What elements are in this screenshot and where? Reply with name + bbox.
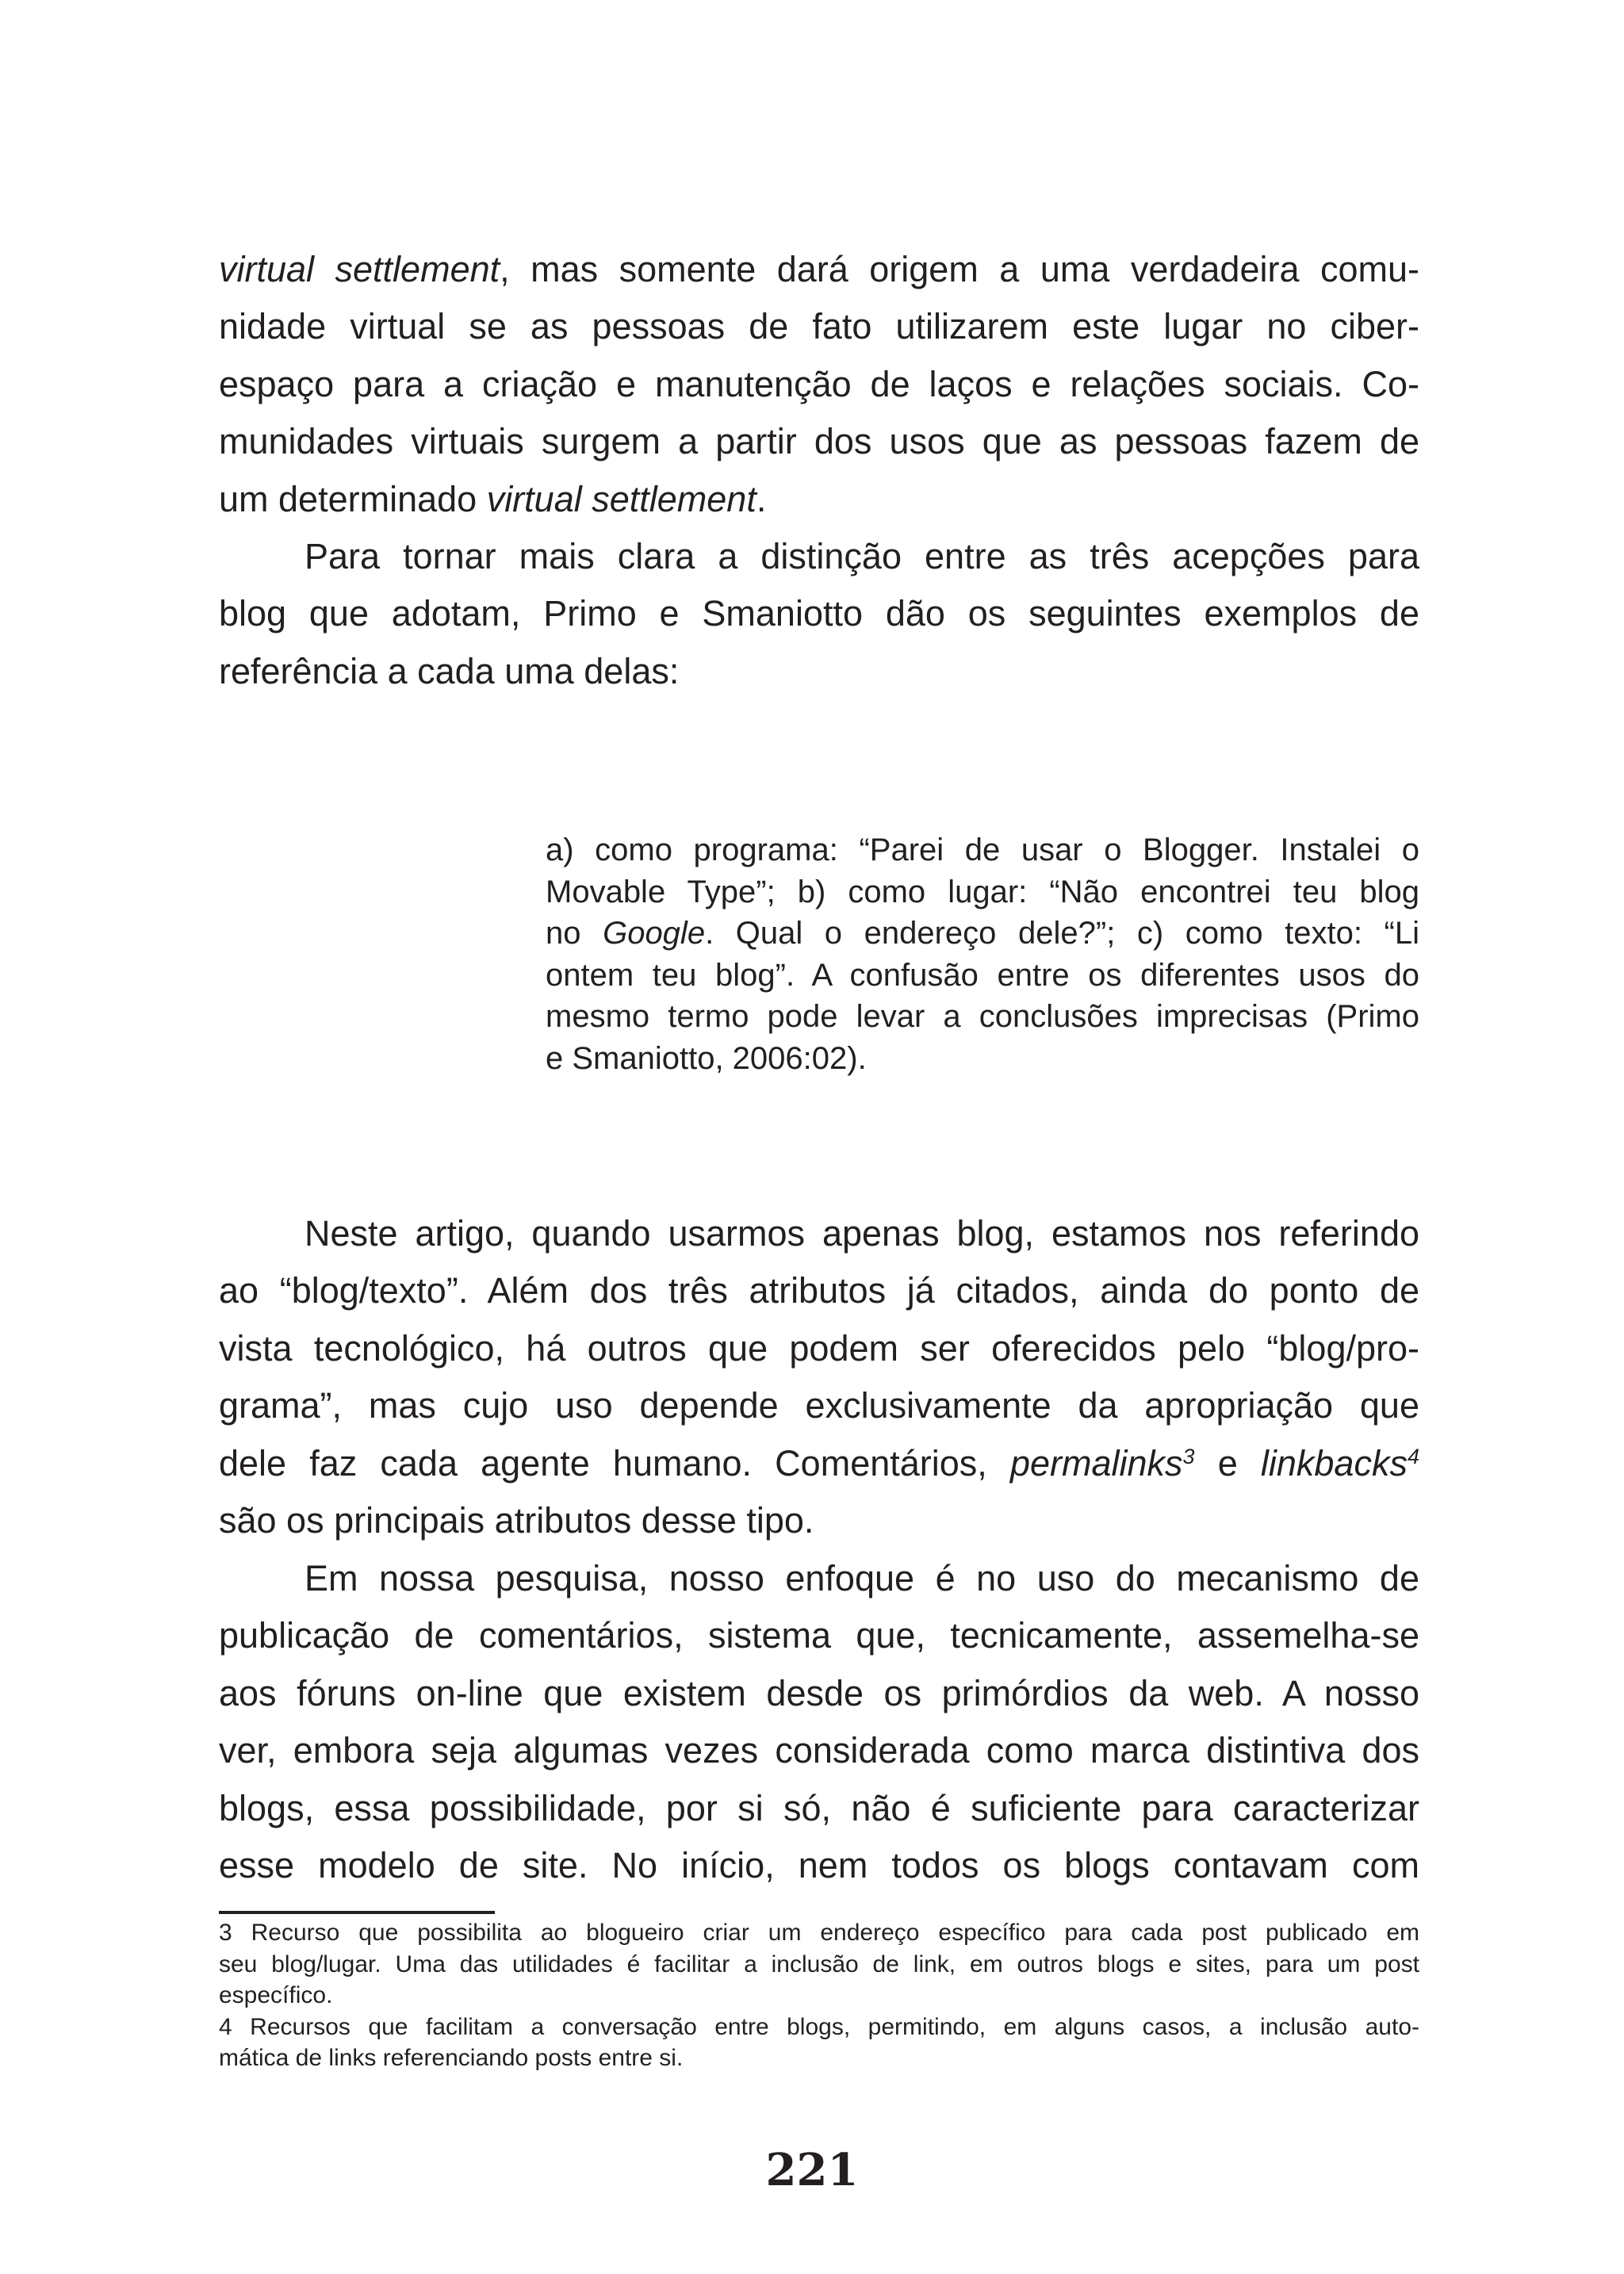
footnote-marker: 3 — [1182, 1444, 1195, 1468]
text-segment: 4 Recursos que facilitam a conversação entre blogs, permitindo, em alguns casos, a inclusão auto- — [219, 2013, 1419, 2040]
text-line — [219, 413, 1419, 470]
body-paragraph-2 — [219, 528, 1419, 700]
text-line — [219, 1377, 1419, 1434]
text-segment: seu blog/lugar. Uma das utilidades é facilitar a inclusão de link, em outros blogs e sites, para um post — [219, 1951, 1419, 1977]
text-segment: blogs, essa possibilidade, por si só, não é suficiente para caracterizar — [219, 1787, 1419, 1828]
body-paragraph-1 — [219, 241, 1419, 528]
text-line — [219, 2012, 1419, 2043]
text-line — [546, 871, 1419, 913]
text-segment: , mas somente dará origem a uma verdadeira comu- — [500, 249, 1419, 289]
text-line — [219, 1917, 1419, 1949]
page-number: 221 — [765, 2144, 859, 2196]
text-line — [219, 528, 1419, 585]
text-line — [219, 298, 1419, 355]
text-segment: específico. — [219, 1982, 333, 2008]
text-line — [219, 1980, 1419, 2012]
text-line — [219, 643, 1419, 700]
text-line — [219, 1205, 1419, 1262]
text-segment: no — [546, 916, 603, 951]
text-segment: esse modelo de site. No início, nem todos os blogs contavam com — [219, 1844, 1419, 1885]
text-segment: e — [1194, 1442, 1261, 1483]
text-segment: mesmo termo pode levar a conclusões imprecisas (Primo — [546, 999, 1419, 1034]
text-line — [546, 1038, 1419, 1080]
text-segment: virtual settlement — [486, 478, 756, 519]
text-segment: grama”, mas cujo uso depende exclusivamente da apropriação que — [219, 1385, 1419, 1426]
text-line — [219, 471, 1419, 528]
text-line — [219, 356, 1419, 413]
block-quote — [546, 829, 1419, 1079]
text-segment: publicação de comentários, sistema que, tecnicamente, assemelha-se — [219, 1615, 1419, 1656]
text-line — [219, 1837, 1419, 1894]
footnote-separator — [219, 1911, 495, 1914]
text-segment: ao “blog/texto”. Além dos três atributos já citados, ainda do ponto de — [219, 1270, 1419, 1311]
text-line — [219, 1262, 1419, 1319]
text-segment: são os principais atributos desse tipo. — [219, 1499, 814, 1541]
text-line — [546, 955, 1419, 997]
text-line — [219, 585, 1419, 642]
footnotes — [219, 1917, 1419, 2074]
text-line — [219, 1780, 1419, 1837]
text-segment: Neste artigo, quando usarmos apenas blog, estamos nos referindo — [304, 1213, 1419, 1254]
text-segment: blog que adotam, Primo e Smaniotto dão os seguintes exemplos de — [219, 593, 1419, 634]
text-segment: a) como programa: “Parei de usar o Blogger. Instalei o — [546, 833, 1419, 867]
text-segment: Em nossa pesquisa, nosso enfoque é no uso do mecanismo de — [304, 1558, 1419, 1598]
text-line — [546, 829, 1419, 871]
text-segment: espaço para a criação e manutenção de laços e relações sociais. Co- — [219, 363, 1419, 404]
text-segment: e Smaniotto, 2006:02). — [546, 1040, 867, 1076]
text-segment: Para tornar mais clara a distinção entre as três acepções para — [304, 536, 1419, 576]
text-segment: um determinado — [219, 478, 487, 519]
text-segment: . Qual o endereço dele?”; c) como texto: “Li — [705, 916, 1420, 951]
text-line — [546, 913, 1419, 955]
footnote-marker: 4 — [1407, 1444, 1419, 1468]
body-paragraph-3 — [219, 1205, 1419, 1549]
text-line — [219, 241, 1419, 298]
text-segment: aos fóruns on-line que existem desde os primórdios da web. A nosso — [219, 1672, 1419, 1713]
text-segment: referência a cada uma delas: — [219, 650, 680, 691]
text-segment: nidade virtual se as pessoas de fato utilizarem este lugar no ciber- — [219, 306, 1419, 347]
text-segment: munidades virtuais surgem a partir dos usos que as pessoas fazem de — [219, 421, 1419, 462]
text-segment: vista tecnológico, há outros que podem ser oferecidos pelo “blog/pro- — [219, 1327, 1419, 1369]
body-paragraph-4 — [219, 1550, 1419, 1894]
text-segment: dele faz cada agente humano. Comentários, — [219, 1442, 1010, 1483]
text-line — [219, 1550, 1419, 1607]
text-line — [219, 1435, 1419, 1492]
text-segment: linkbacks — [1260, 1442, 1408, 1483]
text-line — [219, 1665, 1419, 1722]
text-line — [219, 1607, 1419, 1664]
text-line — [546, 996, 1419, 1038]
text-line — [219, 1722, 1419, 1779]
text-segment: 3 Recurso que possibilita ao blogueiro criar um endereço específico para cada post publicado em — [219, 1920, 1419, 1946]
text-segment: permalinks — [1009, 1442, 1183, 1483]
text-segment: . — [756, 478, 767, 519]
text-segment: virtual settlement — [219, 249, 500, 289]
text-segment: Google — [603, 916, 706, 951]
text-segment: Movable Type”; b) como lugar: “Não encontrei teu blog — [546, 874, 1419, 909]
text-line — [219, 1492, 1419, 1549]
text-line — [219, 2042, 1419, 2074]
text-segment: ver, embora seja algumas vezes considerada como marca distintiva dos — [219, 1730, 1419, 1771]
text-line — [219, 1949, 1419, 1981]
text-line — [219, 1320, 1419, 1377]
text-segment: ontem teu blog”. A confusão entre os diferentes usos do — [546, 957, 1419, 993]
text-segment: mática de links referenciando posts entre si. — [219, 2045, 684, 2071]
